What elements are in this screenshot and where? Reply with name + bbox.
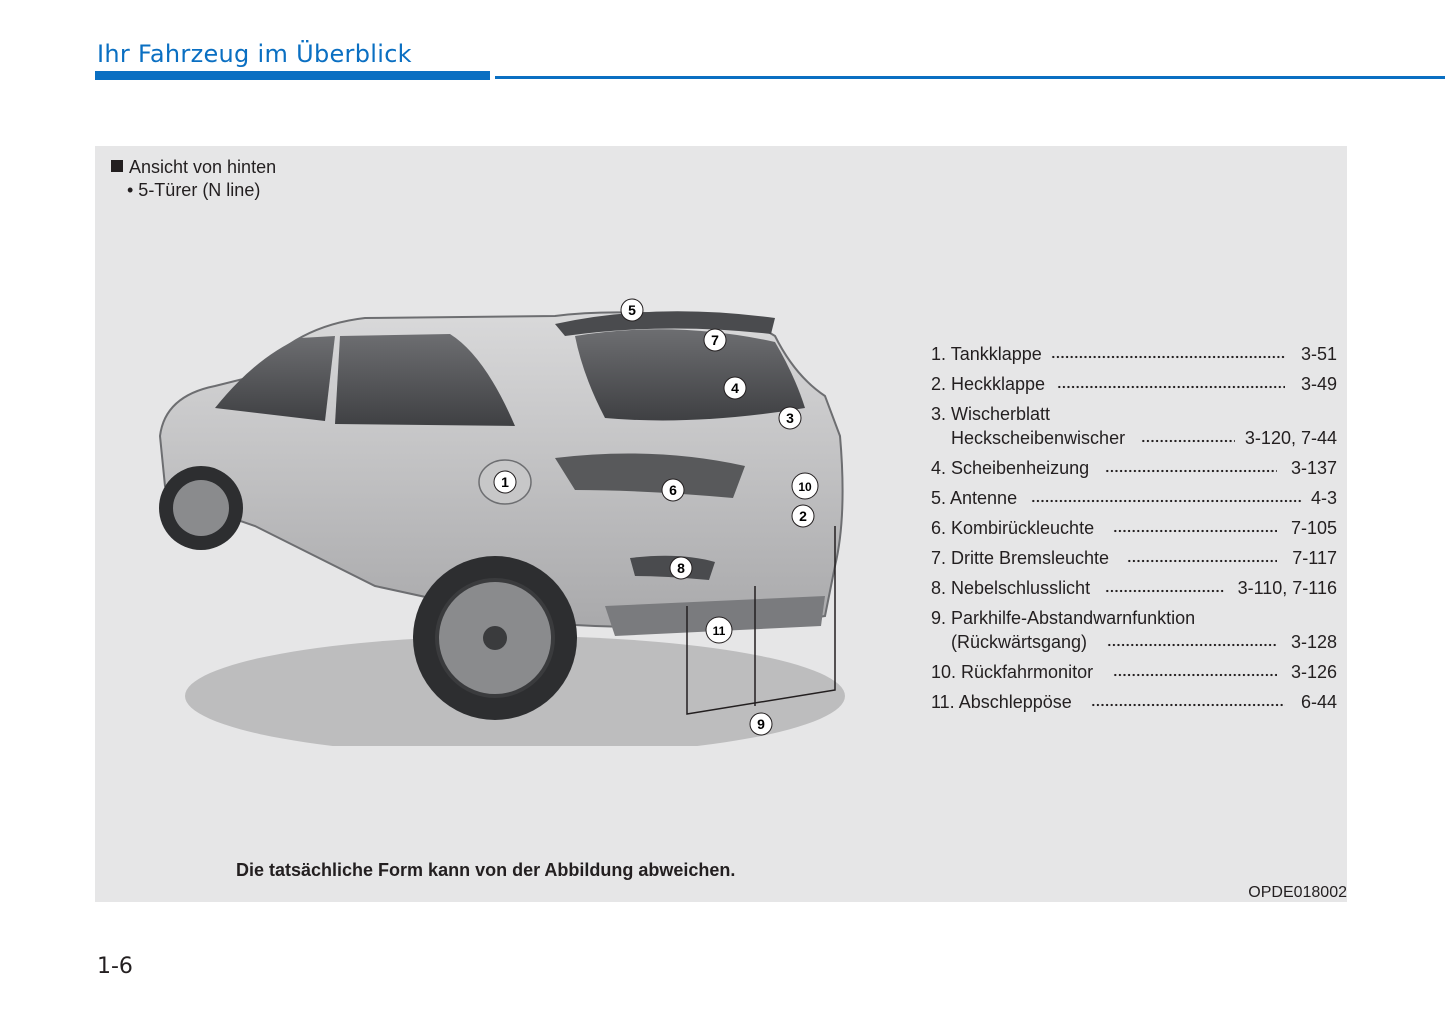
callout-label: 2: [799, 508, 807, 524]
page-number: 1-6: [97, 954, 133, 979]
section-subtitle: • 5-Türer (N line): [127, 180, 261, 200]
legend-item: [931, 486, 1337, 516]
callout-label: 10: [798, 480, 812, 494]
callout-label: 5: [628, 302, 636, 318]
image-code: OPDE018002: [1248, 884, 1347, 901]
legend-label: 10. Rückfahrmonitor: [931, 662, 1094, 682]
legend-page-ref: 3-120, 7-44: [1244, 428, 1337, 448]
callout-9: [750, 713, 772, 735]
legend-item: [931, 606, 1337, 660]
section-title-text: Ansicht von hinten: [129, 157, 277, 177]
legend-page-ref: 7-117: [1292, 548, 1337, 568]
callout-11: [706, 617, 732, 643]
legend-item: [931, 690, 1337, 720]
legend-label: 1. Tankklappe: [931, 344, 1042, 364]
legend-label: 3. Wischerblatt: [931, 404, 1051, 424]
callout-label: 6: [669, 482, 677, 498]
legend-page-ref: 3-49: [1300, 374, 1337, 394]
legend-page-ref: 3-137: [1290, 458, 1337, 478]
legend-page-ref: 6-44: [1300, 692, 1337, 712]
header-rule-thin: [495, 76, 1445, 79]
legend-page-ref: 7-105: [1290, 518, 1337, 538]
legend-item: [931, 576, 1337, 606]
legend-item: [931, 372, 1337, 402]
legend-item: [931, 660, 1337, 690]
legend-page-ref: 3-110, 7-116: [1237, 578, 1337, 598]
callout-7: [704, 329, 726, 351]
header-rule-thick: [95, 71, 490, 80]
legend-label: 8. Nebelschlusslicht: [931, 578, 1091, 598]
callout-label: 3: [786, 410, 794, 426]
legend-page-ref: 4-3: [1310, 488, 1337, 508]
callout-2: [792, 505, 814, 527]
legend-label: 2. Heckklappe: [931, 374, 1046, 394]
legend-label-continued: (Rückwärtsgang): [951, 632, 1088, 652]
callout-label: 8: [677, 560, 685, 576]
callout-label: 9: [757, 716, 765, 732]
legend-item: [931, 546, 1337, 576]
legend-label: 7. Dritte Bremsleuchte: [931, 548, 1110, 568]
component-legend: [931, 342, 1337, 720]
callout-1: [494, 471, 516, 493]
side-window-front: [215, 336, 335, 421]
legend-page-ref: 3-128: [1290, 632, 1337, 652]
disclaimer-note: Die tatsächliche Form kann von der Abbildung abweichen.: [236, 860, 736, 880]
legend-label: 11. Abschleppöse: [931, 692, 1072, 712]
legend-page-ref: 3-51: [1300, 344, 1337, 364]
legend-label-continued: Heckscheibenwischer: [951, 428, 1126, 448]
car-rear-view-illustration: [135, 286, 855, 746]
callout-5: [621, 299, 643, 321]
section-title: [111, 157, 276, 178]
illustration-panel: [95, 146, 1347, 902]
callout-3: [779, 407, 801, 429]
callout-label: 4: [731, 380, 739, 396]
legend-page-ref: 3-126: [1290, 662, 1337, 682]
rear-window: [575, 329, 805, 420]
legend-item: [931, 516, 1337, 546]
legend-item: [931, 342, 1337, 372]
legend-item: [931, 402, 1337, 456]
chapter-title: Ihr Fahrzeug im Überblick: [97, 40, 412, 68]
callout-label: 11: [712, 624, 726, 638]
callout-6: [662, 479, 684, 501]
legend-item: [931, 456, 1337, 486]
legend-label: 6. Kombirückleuchte: [931, 518, 1095, 538]
callout-8: [670, 557, 692, 579]
legend-label: 5. Antenne: [931, 488, 1018, 508]
callout-10: [792, 473, 818, 499]
legend-label: 9. Parkhilfe-Abstandwarnfunktion: [931, 608, 1196, 628]
callout-4: [724, 377, 746, 399]
legend-label: 4. Scheibenheizung: [931, 458, 1090, 478]
callout-label: 1: [501, 474, 509, 490]
callout-label: 7: [711, 332, 719, 348]
square-bullet-icon: [111, 160, 123, 172]
